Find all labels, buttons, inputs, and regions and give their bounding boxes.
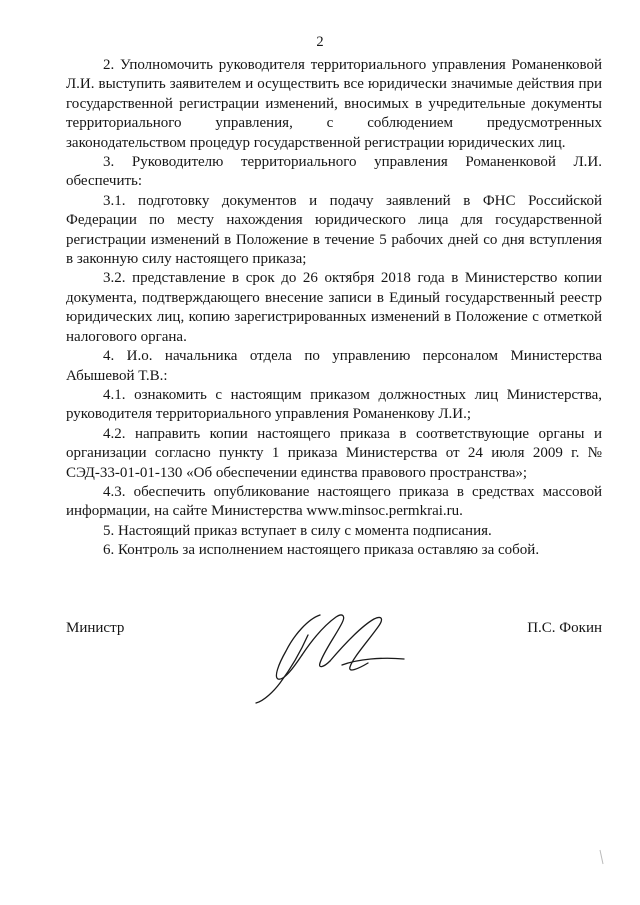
handwritten-signature bbox=[250, 605, 410, 705]
paragraph-4: 4. И.о. начальника отдела по управлению персоналом Министерства Абышевой Т.В.: bbox=[66, 348, 602, 384]
paragraph-5: 5. Настоящий приказ вступает в силу с момента подписания. bbox=[103, 522, 492, 539]
paragraph-4-1: 4.1. ознакомить с настоящим приказом должностных лиц Министерства, руководителя территориального управления Романенкову Л.И.; bbox=[66, 386, 602, 423]
paragraph-2: 2. Уполномочить руководителя территориального управления Романенковой Л.И. выступить заявителем и осуществить все юридически значимые действия при государственной регистрации изменений, вносимых в учредительные документы территориального управления, с соблюдением предусмотренных законодательством процедур государственной регистрации юридических лиц. bbox=[66, 57, 602, 151]
paragraph-6: 6. Контроль за исполнением настоящего приказа оставляю за собой. bbox=[103, 542, 540, 559]
paragraph-3-2: 3.2. представление в срок до 26 октября 2018 года в Министерство копии документа, подтверждающего внесение записи в Единый государственный реестр юридических лиц, копию зарегистрированных изменений в Положение с отметкой налогового органа. bbox=[66, 270, 602, 345]
paragraph-3: 3. Руководителю территориального управления Романенковой Л.И. обеспечить: bbox=[66, 154, 602, 190]
page-number: 2 bbox=[316, 34, 324, 50]
paragraph-3-1: 3.1. подготовку документов и подачу заявлений в ФНС Российской Федерации по месту нахождения юридического лица для государственной регистрации изменений в Положение в течение 5 рабочих дней со дня вступления в законную силу настоящего приказа; bbox=[66, 192, 602, 268]
position-title: Министр bbox=[66, 620, 125, 636]
paragraph-4-2: 4.2. направить копии настоящего приказа в соответствующие органы и организации согласно пункту 1 приказа Министерства от 24 июля 2009 г. № СЭД-33-01-01-130 «Об обеспечении единства правового пространства»; bbox=[66, 425, 602, 481]
paragraph-4-3: 4.3. обеспечить опубликование настоящего приказа в средствах массовой информации, на сайте Министерства www.minsoc.permkrai.ru. bbox=[66, 483, 602, 520]
document-body bbox=[66, 56, 602, 561]
scan-mark bbox=[598, 848, 608, 868]
signatory-name: П.С. Фокин bbox=[527, 620, 602, 636]
